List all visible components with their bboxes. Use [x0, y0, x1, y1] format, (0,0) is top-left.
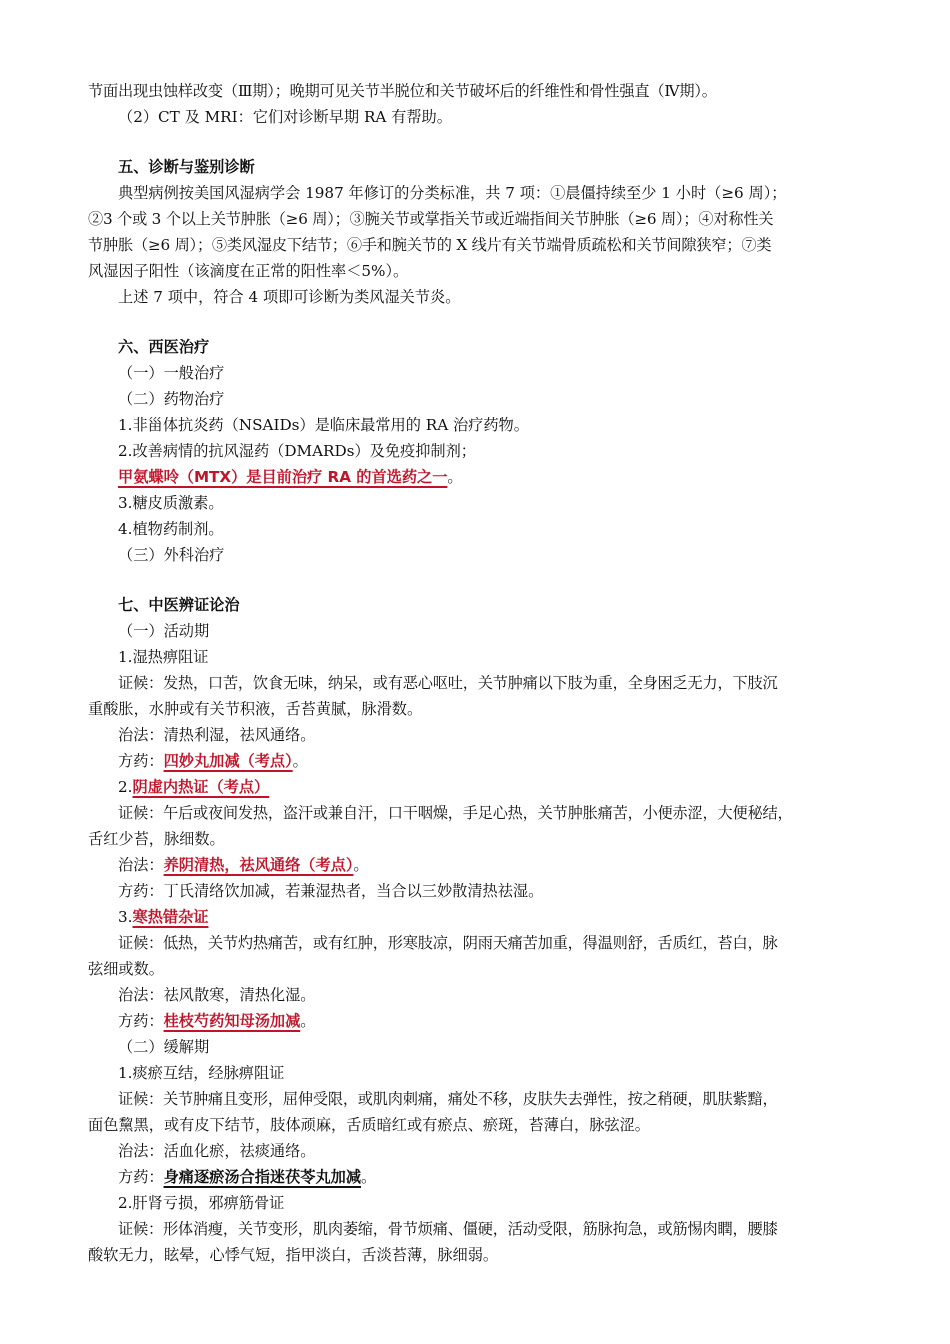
highlight-line: 甲氨蝶呤（MTX）是目前治疗 RA 的首选药之一。 [118, 468, 463, 486]
key-point-highlight: 阴虚内热证（考点） [132, 778, 270, 796]
key-point-highlight: 桂枝芍药知母汤加减 [163, 1012, 301, 1030]
paragraph-line: 治法：活血化瘀，祛痰通络。 [118, 1142, 316, 1160]
key-point-highlight: 养阴清热，祛风通络（考点） [163, 856, 354, 874]
paragraph-line: 上述 7 项中，符合 4 项即可诊断为类风湿关节炎。 [118, 288, 461, 306]
paragraph-line: 典型病例按美国风湿病学会 1987 年修订的分类标准，共 7 项：①晨僵持续至少 1 小时（≥6 周）； [118, 184, 787, 202]
key-point-highlight: 甲氨蝶呤（MTX）是目前治疗 RA 的首选药之一 [118, 468, 448, 486]
paragraph-line: 舌红少苔，脉细数。 [88, 830, 225, 848]
prescription-line: 方药：身痛逐瘀汤合指迷茯苓丸加减。 [118, 1168, 377, 1186]
list-item: 3.糖皮质激素。 [118, 494, 224, 512]
syndrome-title: 2.肝肾亏损，邪痹筋骨证 [118, 1194, 285, 1212]
paragraph-line: 证候：低热，关节灼热痛苦，或有红肿，形寒肢凉，阴雨天痛苦加重，得温则舒，舌质红，苔白，脉 [118, 934, 778, 952]
paragraph-line: 节面出现虫蚀样改变（Ⅲ期）；晚期可见关节半脱位和关节破坏后的纤维性和骨性强直（Ⅳ期）。 [88, 82, 717, 100]
paragraph-line: 证候：发热，口苦，饮食无味，纳呆，或有恶心呕吐，关节肿痛以下肢为重，全身困乏无力，下肢沉 [118, 674, 778, 692]
subheading-line: （二）药物治疗 [118, 390, 225, 408]
syndrome-title: 2.阴虚内热证（考点） [118, 778, 270, 796]
key-point-highlight: 身痛逐瘀汤合指迷茯苓丸加减 [163, 1168, 361, 1186]
paragraph-line: 治法：清热利湿，祛风通络。 [118, 726, 316, 744]
section-heading-5: 五、诊断与鉴别诊断 [118, 158, 255, 176]
paragraph-line: 节肿胀（≥6 周）；⑤类风湿皮下结节；⑥手和腕关节的 X 线片有关节端骨质疏松和关节间隙狭窄；⑦类 [88, 236, 772, 254]
syndrome-title: 1.湿热痹阻证 [118, 648, 209, 666]
subheading-line: （二）缓解期 [118, 1038, 210, 1056]
list-item: 4.植物药制剂。 [118, 520, 224, 538]
section-heading-6: 六、西医治疗 [118, 338, 210, 356]
treatment-line: 治法：养阴清热，祛风通络（考点）。 [118, 856, 369, 874]
section-heading-7: 七、中医辨证论治 [118, 596, 240, 614]
document-page [88, 78, 878, 1268]
paragraph-line: 面色黧黑，或有皮下结节，肢体顽麻，舌质暗红或有瘀点、瘀斑，苔薄白，脉弦涩。 [88, 1116, 650, 1134]
list-item: 2.改善病情的抗风湿药（DMARDs）及免疫抑制剂； [118, 442, 476, 460]
prescription-line: 方药：桂枝芍药知母汤加减。 [118, 1012, 316, 1030]
syndrome-title: 1.痰瘀互结，经脉痹阻证 [118, 1064, 285, 1082]
paragraph-line: 重酸胀，水肿或有关节积液，舌苔黄腻，脉滑数。 [88, 700, 423, 718]
subheading-line: （一）活动期 [118, 622, 210, 640]
paragraph-line: 证候：午后或夜间发热，盗汗或兼自汗，口干咽燥，手足心热，关节肿胀痛苦，小便赤涩，大便秘结， [118, 804, 793, 822]
key-point-highlight: 四妙丸加减（考点） [163, 752, 293, 770]
subheading-line: （三）外科治疗 [118, 546, 225, 564]
paragraph-line: 弦细或数。 [88, 960, 164, 978]
subheading-line: （一）一般治疗 [118, 364, 225, 382]
syndrome-title: 3.寒热错杂证 [118, 908, 209, 926]
paragraph-line: （2）CT 及 MRI：它们对诊断早期 RA 有帮助。 [118, 108, 452, 126]
paragraph-line: 风湿因子阳性（该滴度在正常的阳性率＜5%）。 [88, 262, 409, 280]
paragraph-line: 方药：丁氏清络饮加减，若兼湿热者，当合以三妙散清热祛湿。 [118, 882, 544, 900]
paragraph-line: 证候：形体消瘦，关节变形，肌肉萎缩，骨节烦痛、僵硬，活动受限，筋脉拘急，或筋惕肉瞤，腰膝 [118, 1220, 778, 1238]
prescription-line: 方药：四妙丸加减（考点）。 [118, 752, 308, 770]
paragraph-line: ②3 个或 3 个以上关节肿胀（≥6 周）；③腕关节或掌指关节或近端指间关节肿胀（≥6 周）；④对称性关 [88, 210, 774, 228]
paragraph-line: 酸软无力，眩晕，心悸气短，指甲淡白，舌淡苔薄，脉细弱。 [88, 1246, 499, 1264]
paragraph-line: 治法：祛风散寒，清热化湿。 [118, 986, 316, 1004]
paragraph-line: 证候：关节肿痛且变形，屈伸受限，或肌肉刺痛，痛处不移，皮肤失去弹性，按之稍硬，肌肤紫黯， [118, 1090, 778, 1108]
list-item: 1.非甾体抗炎药（NSAIDs）是临床最常用的 RA 治疗药物。 [118, 416, 529, 434]
key-point-highlight: 寒热错杂证 [132, 908, 209, 926]
